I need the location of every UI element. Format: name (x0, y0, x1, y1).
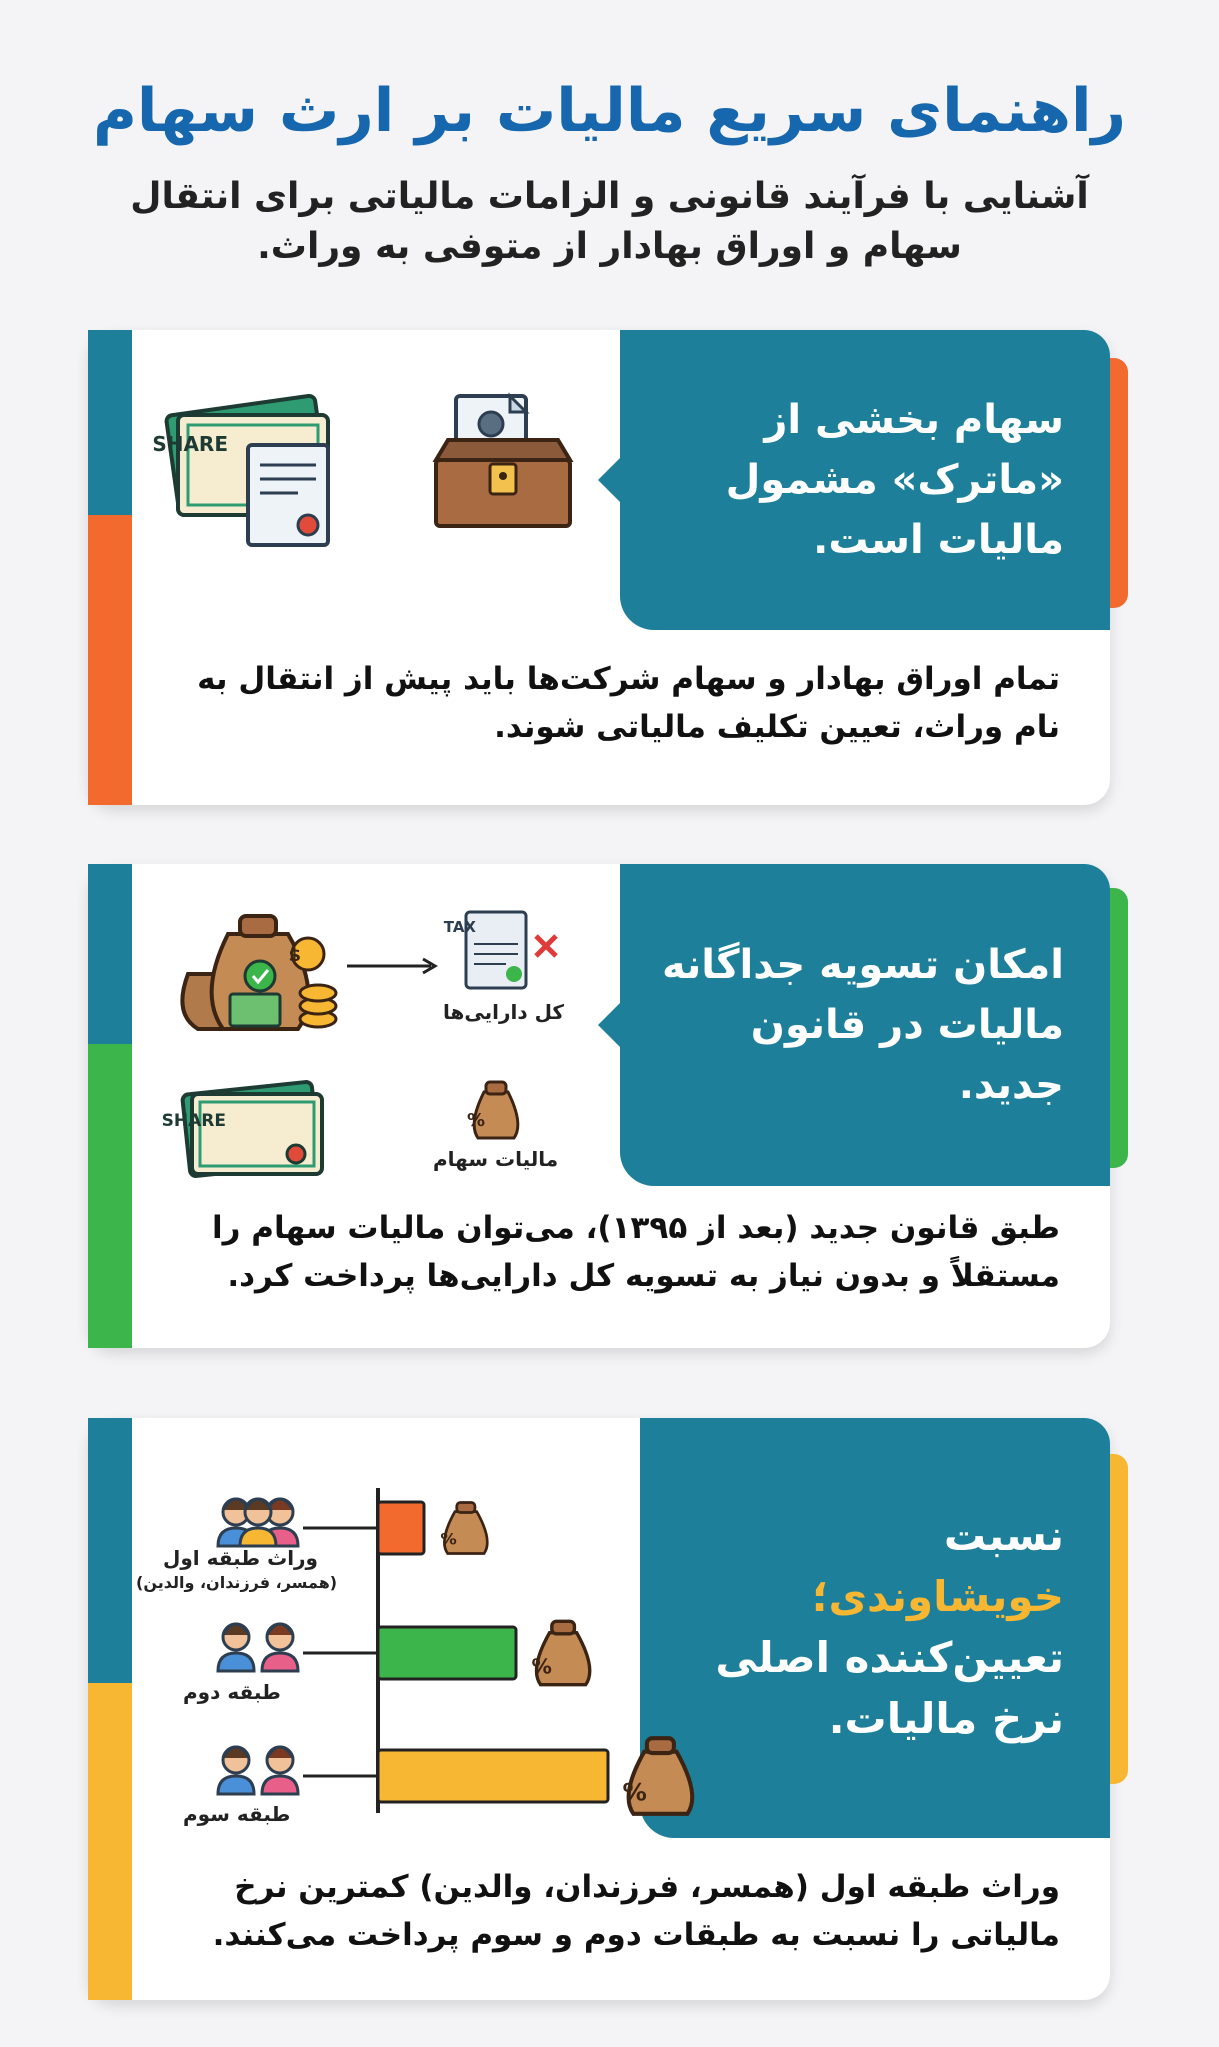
svg-text:SHARE: SHARE (152, 432, 228, 456)
card-left-strip (88, 330, 132, 805)
page-subtitle: آشنایی با فرآیند قانونی و الزامات مالیاتی برای انتقال سهام و اوراق بهادار از متوفی به وراث. (130, 176, 1089, 268)
tier-bar (378, 1627, 516, 1679)
svg-text:%: % (531, 1654, 552, 1679)
heading-highlight: خویشاوندی؛ (811, 1572, 1064, 1622)
card-kinship-rate (88, 1418, 1110, 2000)
tier-bar (378, 1750, 608, 1802)
card-heading-panel (620, 864, 1110, 1186)
tier-2-label: طبقه دوم (183, 1680, 281, 1704)
tier-chart (148, 1468, 708, 1828)
percent-bag-icon (440, 1503, 487, 1554)
money-bags-icon (168, 894, 338, 1044)
svg-text:$: $ (288, 945, 301, 966)
card-left-strip (88, 1418, 132, 2000)
family-icon (218, 1747, 298, 1794)
card-heading: امکان تسویه جداگانه مالیات در قانون جدید. (661, 942, 1064, 1108)
svg-text:SHARE: SHARE (161, 1111, 226, 1131)
svg-text:%: % (466, 1110, 485, 1131)
tax-document-icon (443, 906, 566, 996)
treasure-chest-icon (428, 390, 578, 540)
page-title: راهنمای سریع مالیات بر ارث سهام (92, 76, 1127, 146)
card-separate-settlement (88, 864, 1110, 1348)
card-heading-panel (620, 330, 1110, 630)
card-inheritance-taxable (88, 330, 1110, 805)
all-assets-label: کل دارایی‌ها (443, 1000, 565, 1024)
tier-1-label: وراث طبقه اول (163, 1546, 318, 1570)
card-body: وراث طبقه اول (همسر، فرزندان، والدین) کمترین نرخ مالیاتی را نسبت به طبقات دوم و سوم پرداخت می‌کنند. (212, 1869, 1060, 1954)
card-body: طبق قانون جدید (بعد از ۱۳۹۵)، می‌توان مالیات سهام را مستقلاً و بدون نیاز به تسویه کل دارایی‌ها پرداخت کرد. (212, 1210, 1060, 1295)
percent-bag-icon (466, 1074, 526, 1144)
family-icon (218, 1499, 298, 1546)
svg-text:%: % (622, 1777, 647, 1807)
tier-bar-chart (148, 1468, 708, 1828)
tier-3-label: طبقه سوم (183, 1802, 291, 1826)
percent-bag-icon (623, 1738, 693, 1814)
card-heading: سهام بخشی از «ماترک» مشمول مالیات است. (725, 397, 1064, 563)
family-icon (218, 1624, 298, 1671)
card-body: تمام اوراق بهادار و سهام شرکت‌ها باید پیش از انتقال به نام وراث، تعیین تکلیف مالیاتی شوند. (197, 661, 1060, 746)
tier-1-sublabel: (همسر، فرزندان، والدین) (136, 1573, 338, 1592)
share-certificate-icon (152, 385, 348, 555)
card-heading: نسبت خویشاوندی؛ تعیین‌کننده اصلی نرخ مالیات. (715, 1511, 1064, 1743)
card-left-strip (88, 864, 132, 1348)
percent-bag-icon (531, 1621, 589, 1684)
arrow-icon (343, 956, 443, 976)
svg-text:TAX: TAX (443, 918, 476, 936)
card-heading-panel (640, 1418, 1110, 1838)
tier-bar (378, 1502, 424, 1554)
stock-tax-label: مالیات سهام (433, 1147, 559, 1171)
share-certificate-icon (161, 1074, 328, 1184)
svg-text:%: % (440, 1529, 457, 1549)
